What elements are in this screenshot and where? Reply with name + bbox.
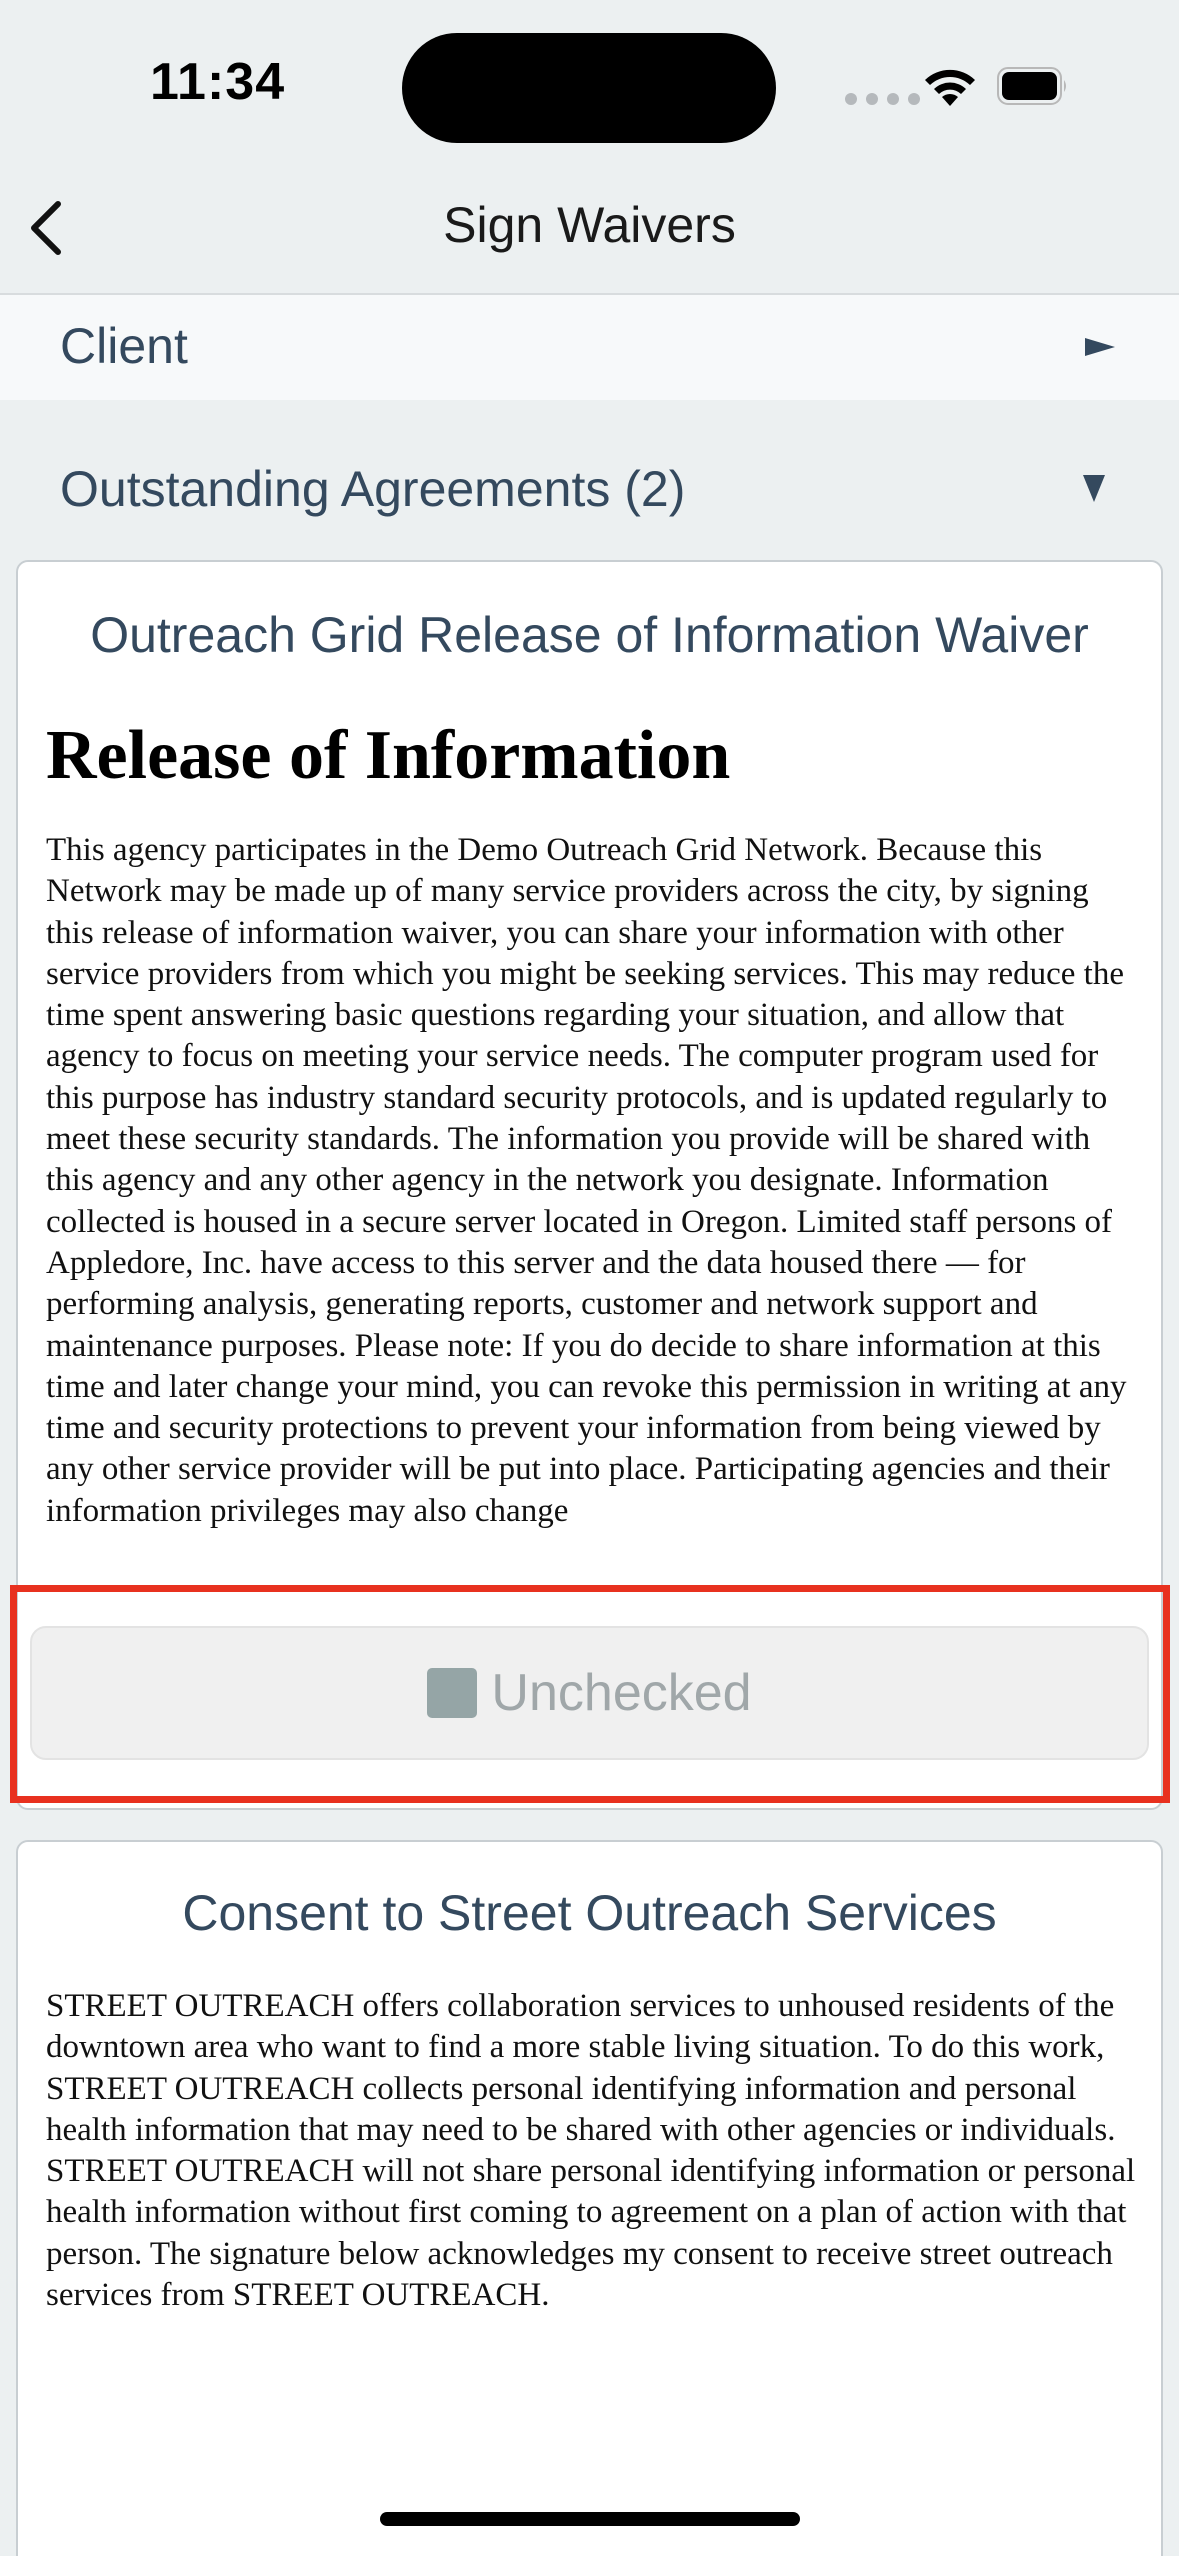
document-title: Release of Information xyxy=(46,717,731,794)
triangle-right-icon xyxy=(1083,335,1117,359)
agreement-card-release xyxy=(16,560,1163,1810)
document-body[interactable]: STREET OUTREACH offers collaboration services to unhoused residents of the downtown area who want to find a more stable living situation. To do this work, STREET OUTREACH collects personal identifying information and personal health information that may need to be shared with other agencies or individuals. STREET OUTREACH will not share personal identifying information or personal health information without first coming to agreement on a plan of action with that person. The signature below acknowledges my consent to receive street outreach services from STREET OUTREACH. xyxy=(46,1988,1136,2314)
client-label: Client xyxy=(60,318,188,374)
client-section-header[interactable] xyxy=(0,295,1179,400)
wifi-icon xyxy=(922,64,978,108)
status-time: 11:34 xyxy=(150,53,286,111)
agreement-heading: Outreach Grid Release of Information Waiver xyxy=(90,607,1089,663)
page-title: Sign Waivers xyxy=(443,197,736,253)
triangle-down-icon[interactable] xyxy=(1081,472,1107,504)
checkbox-label: Unchecked xyxy=(491,1664,752,1722)
home-indicator xyxy=(380,2512,800,2526)
agreement-checkbox-button[interactable] xyxy=(30,1626,1149,1760)
agreement-heading: Consent to Street Outreach Services xyxy=(182,1885,997,1941)
document-body[interactable]: This agency participates in the Demo Outreach Grid Network. Because this Network may be made up of many service providers across the city, by signing this release of information waiver, you can share your information with other service providers from which you might be seeking services. This may reduce the time spent answering basic questions regarding your situation, and allow that agency to focus on meeting your service needs. The computer program used for this purpose has industry standard security protocols, and is updated regularly to meet these security standards. The information you provide will be shared with this agency and any other agency in the network you designate. Information collected is housed in a secure server located in Oregon. Limited staff persons of Appledore, Inc. have access to this server and the data housed there — for performing analysis, generating reports, customer and network support and maintenance purposes. Please note: If you do decide to share information at this time and later change your mind, you can revoke this permission in writing at any time and security protections to prevent your information from being viewed by any other service provider will be put into place. Participating agencies and their information privileges may also change xyxy=(46,832,1127,1529)
checkbox-square-icon xyxy=(427,1668,477,1718)
cellular-signal-icon xyxy=(845,93,920,105)
battery-icon xyxy=(997,67,1069,105)
outstanding-agreements-header[interactable]: Outstanding Agreements (2) xyxy=(60,461,686,517)
agreement-card-consent xyxy=(16,1840,1163,2556)
dynamic-island xyxy=(402,33,776,143)
